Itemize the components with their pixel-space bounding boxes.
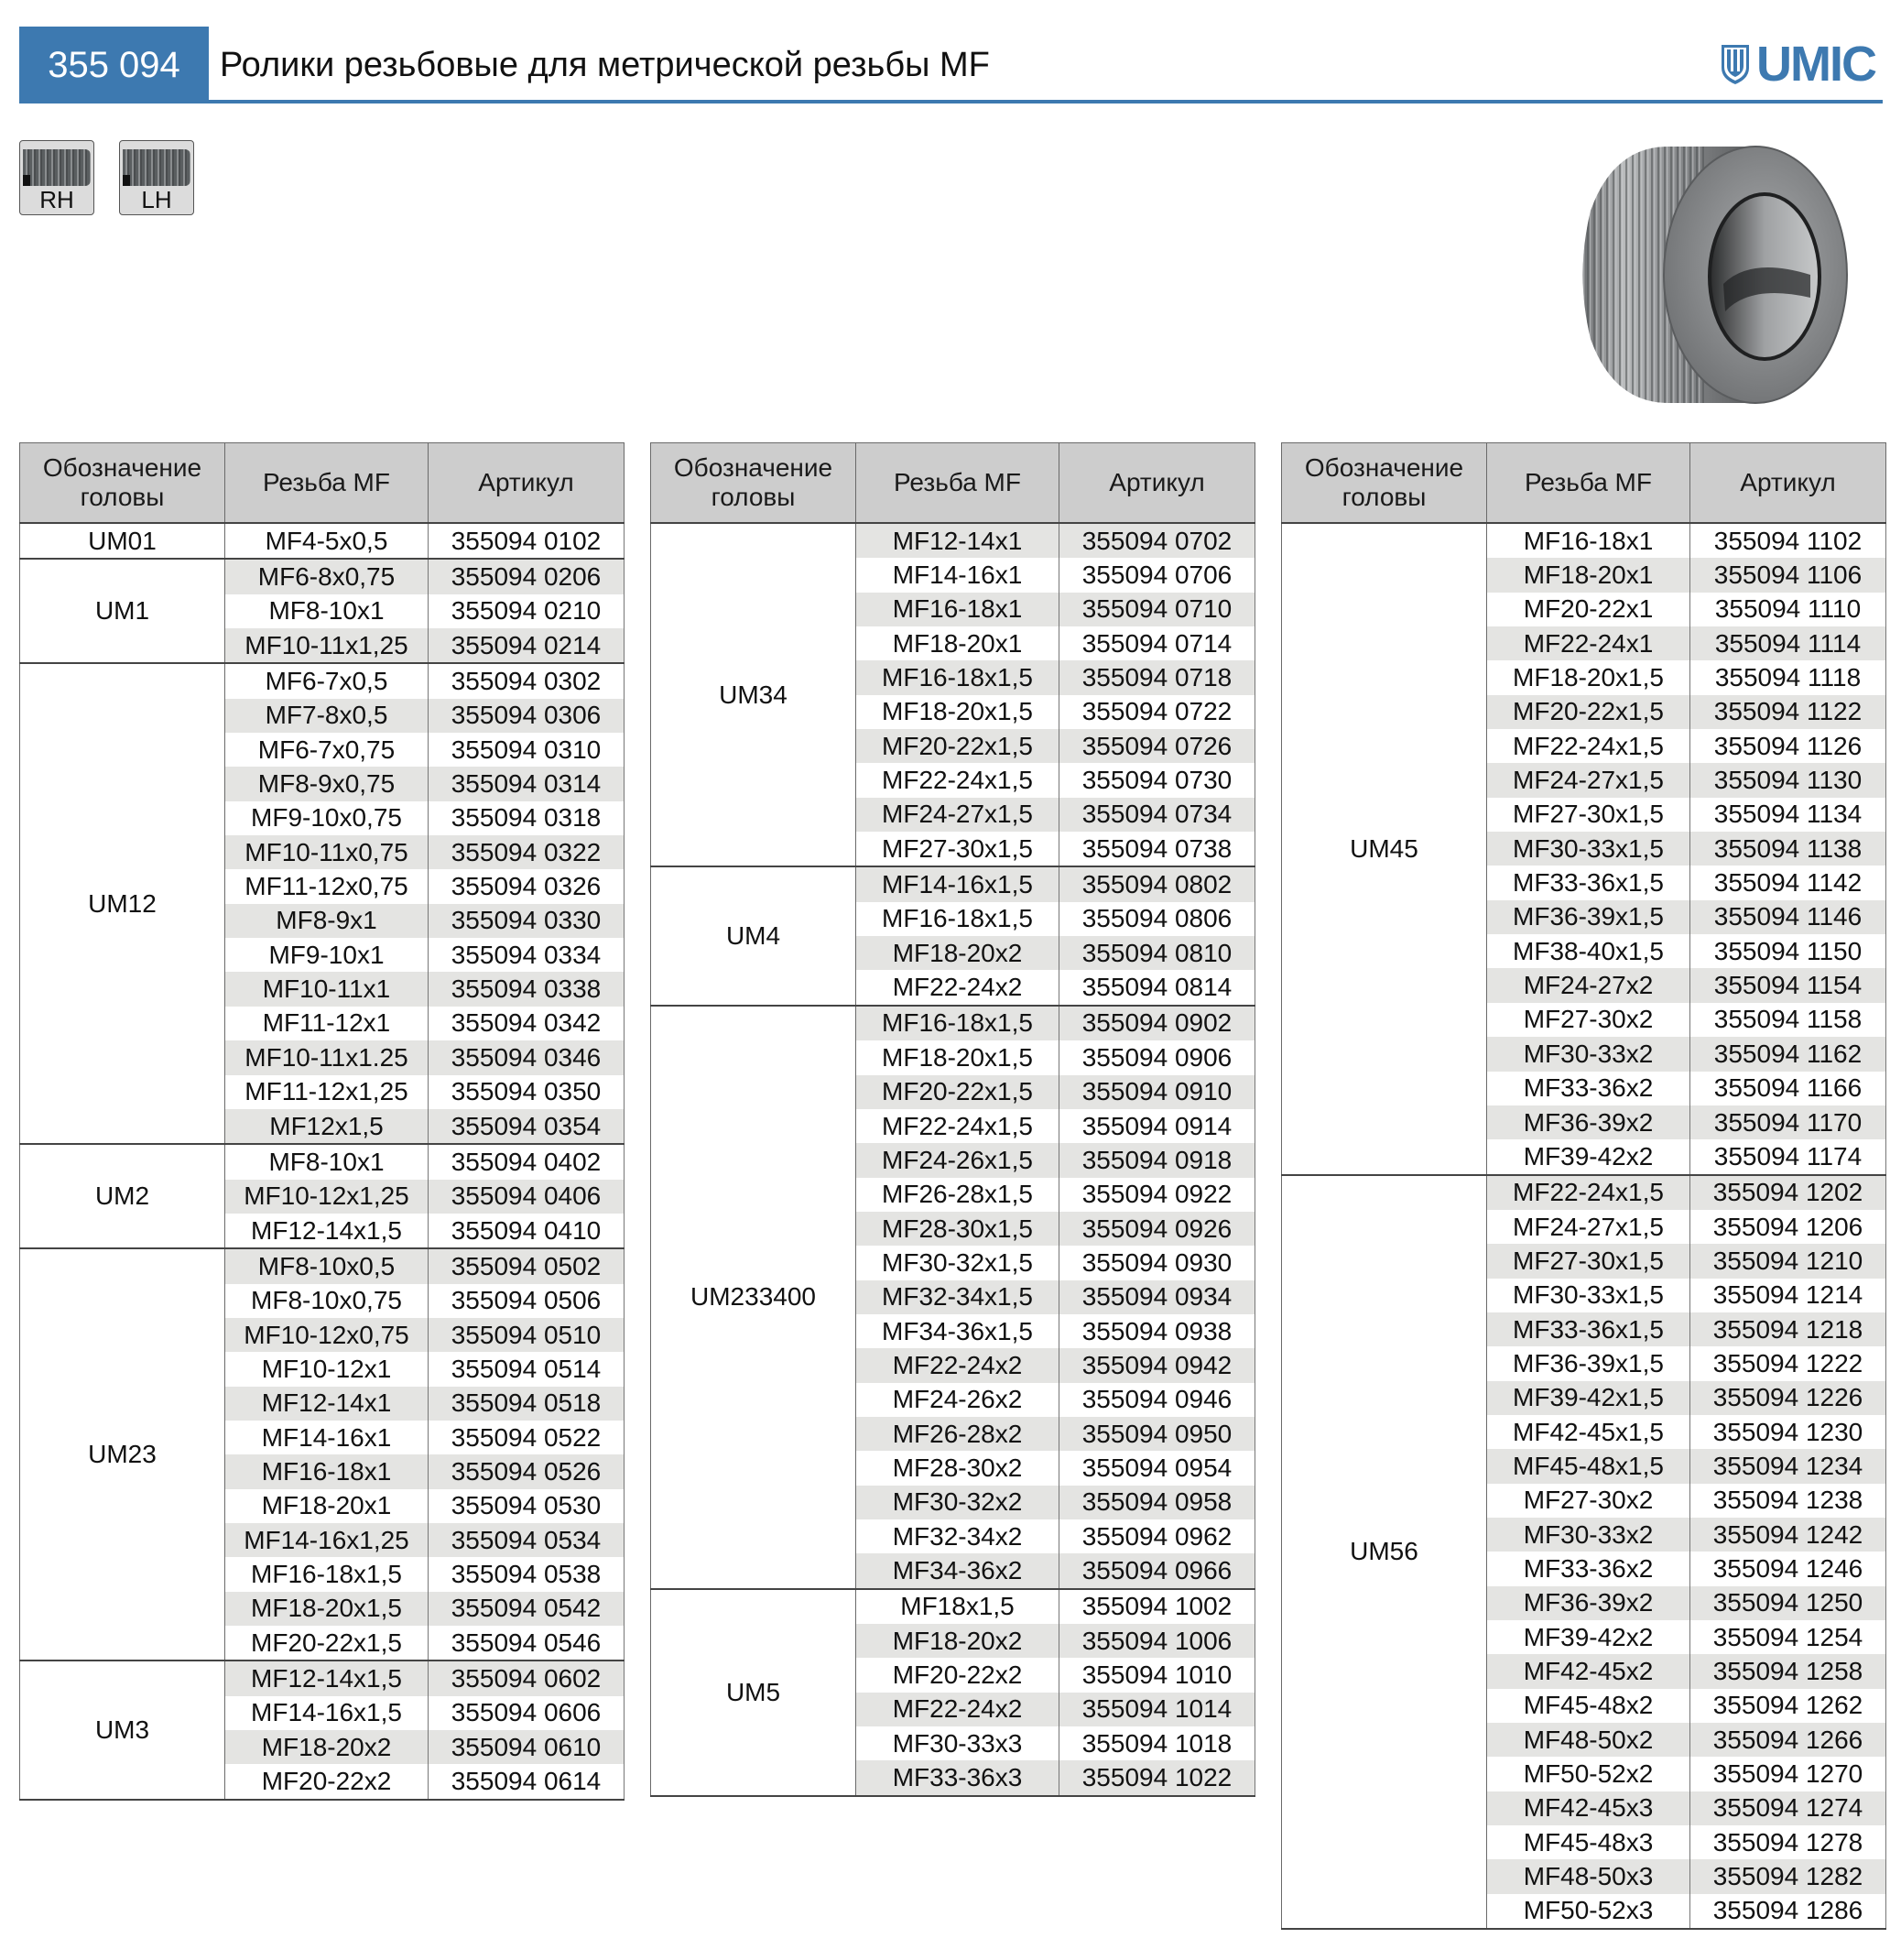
- header-divider: [19, 100, 1883, 103]
- thread-size: MF24-27x1,5: [1487, 1210, 1690, 1244]
- thread-size: MF32-34x2: [856, 1519, 1059, 1553]
- thread-size: MF45-48x2: [1487, 1689, 1690, 1723]
- article-number: 355094 1282: [1690, 1859, 1886, 1893]
- thread-size: MF16-18x1,5: [856, 902, 1059, 936]
- thread-size: MF22-24x2: [856, 1693, 1059, 1726]
- thread-rod-icon: [123, 149, 190, 186]
- article-number: 355094 0542: [429, 1592, 625, 1626]
- thread-size: MF10-12x0,75: [225, 1318, 429, 1352]
- thread-size: MF50-52x3: [1487, 1894, 1690, 1929]
- article-number: 355094 1126: [1690, 729, 1886, 763]
- column-header-head: Обозначение головы: [20, 443, 225, 524]
- article-number: 355094 1122: [1690, 695, 1886, 729]
- article-number: 355094 0954: [1059, 1451, 1255, 1485]
- thread-size: MF10-12x1,25: [225, 1180, 429, 1214]
- shield-icon: [1720, 42, 1751, 86]
- head-designation: UM4: [651, 866, 856, 1005]
- thread-size: MF14-16x1,5: [856, 866, 1059, 901]
- article-number: 355094 0726: [1059, 729, 1255, 763]
- thread-size: MF22-24x1,5: [856, 1109, 1059, 1143]
- article-number: 355094 1222: [1690, 1346, 1886, 1380]
- thread-size: MF14-16x1: [856, 558, 1059, 592]
- article-number: 355094 1162: [1690, 1037, 1886, 1071]
- article-number: 355094 0966: [1059, 1553, 1255, 1588]
- thread-size: MF8-10x1: [225, 1144, 429, 1179]
- article-number: 355094 1102: [1690, 523, 1886, 558]
- thread-size: MF48-50x2: [1487, 1723, 1690, 1757]
- table-row: [20, 663, 625, 698]
- article-number: 355094 0510: [429, 1318, 625, 1352]
- thread-size: MF24-27x2: [1487, 968, 1690, 1002]
- thread-size: MF7-8x0,5: [225, 699, 429, 733]
- article-number: 355094 1258: [1690, 1654, 1886, 1688]
- thread-rod-icon: [23, 149, 91, 186]
- article-number: 355094 0958: [1059, 1486, 1255, 1519]
- thread-size: MF24-27x1,5: [856, 798, 1059, 832]
- thread-size: MF20-22x1: [1487, 593, 1690, 626]
- article-number: 355094 0814: [1059, 970, 1255, 1005]
- article-number: 355094 0610: [429, 1730, 625, 1764]
- article-number: 355094 1014: [1059, 1693, 1255, 1726]
- article-number: 355094 1154: [1690, 968, 1886, 1002]
- thread-size: MF42-45x1,5: [1487, 1415, 1690, 1449]
- article-number: 355094 0730: [1059, 763, 1255, 797]
- head-designation: UM45: [1282, 523, 1487, 1175]
- thread-size: MF33-36x2: [1487, 1072, 1690, 1105]
- article-number: 355094 1246: [1690, 1552, 1886, 1585]
- thread-size: MF6-7x0,5: [225, 663, 429, 698]
- table-row: [1282, 523, 1886, 558]
- article-number: 355094 0962: [1059, 1519, 1255, 1553]
- article-number: 355094 0922: [1059, 1178, 1255, 1212]
- article-number: 355094 0410: [429, 1214, 625, 1248]
- article-number: 355094 1226: [1690, 1381, 1886, 1415]
- article-number: 355094 1270: [1690, 1757, 1886, 1791]
- article-number: 355094 0606: [429, 1696, 625, 1730]
- thread-size: MF18-20x2: [225, 1730, 429, 1764]
- thread-size: MF33-36x1,5: [1487, 866, 1690, 899]
- thread-size: MF8-10x0,75: [225, 1284, 429, 1318]
- thread-size: MF36-39x1,5: [1487, 900, 1690, 934]
- thread-size: MF10-11x1,25: [225, 628, 429, 663]
- thread-size: MF28-30x2: [856, 1451, 1059, 1485]
- article-number: 355094 1134: [1690, 798, 1886, 832]
- article-number: 355094 0946: [1059, 1383, 1255, 1417]
- thread-size: MF22-24x1,5: [1487, 729, 1690, 763]
- thread-size: MF9-10x1: [225, 938, 429, 972]
- thread-size: MF30-32x2: [856, 1486, 1059, 1519]
- thread-type-lh: [119, 140, 194, 215]
- table-row: [1282, 1175, 1886, 1210]
- article-number: 355094 1234: [1690, 1449, 1886, 1483]
- article-number: 355094 0302: [429, 663, 625, 698]
- thread-size: MF26-28x2: [856, 1417, 1059, 1451]
- head-designation: UM12: [20, 663, 225, 1144]
- head-designation: UM34: [651, 523, 856, 866]
- thread-size: MF18-20x2: [856, 1624, 1059, 1658]
- thread-size: MF16-18x1,5: [856, 660, 1059, 694]
- thread-size: MF14-16x1,5: [225, 1696, 429, 1730]
- article-number: 355094 1202: [1690, 1175, 1886, 1210]
- thread-size: MF34-36x2: [856, 1553, 1059, 1588]
- thread-size: MF27-30x1,5: [1487, 798, 1690, 832]
- article-number: 355094 0330: [429, 904, 625, 938]
- thread-size: MF30-33x2: [1487, 1518, 1690, 1552]
- article-number: 355094 1174: [1690, 1139, 1886, 1174]
- article-number: 355094 0802: [1059, 866, 1255, 901]
- thread-size: MF50-52x2: [1487, 1757, 1690, 1791]
- thread-size: MF20-22x1,5: [856, 1075, 1059, 1109]
- catalog-code: 355 094: [19, 27, 209, 103]
- article-number: 355094 0950: [1059, 1417, 1255, 1451]
- article-number: 355094 0714: [1059, 626, 1255, 660]
- article-number: 355094 0342: [429, 1007, 625, 1040]
- thread-size: MF11-12x1: [225, 1007, 429, 1040]
- head-designation: UM23: [20, 1248, 225, 1661]
- article-number: 355094 1010: [1059, 1658, 1255, 1692]
- article-number: 355094 0406: [429, 1180, 625, 1214]
- article-number: 355094 0930: [1059, 1246, 1255, 1279]
- article-number: 355094 0522: [429, 1421, 625, 1454]
- thread-size: MF16-18x1,5: [225, 1557, 429, 1591]
- thread-size: MF27-30x1,5: [856, 832, 1059, 866]
- head-designation: UM2: [20, 1144, 225, 1248]
- thread-size: MF18-20x2: [856, 936, 1059, 970]
- thread-size: MF22-24x1: [1487, 626, 1690, 660]
- article-number: 355094 0502: [429, 1248, 625, 1283]
- article-number: 355094 1130: [1690, 763, 1886, 797]
- article-number: 355094 1230: [1690, 1415, 1886, 1449]
- thread-size: MF12x1,5: [225, 1109, 429, 1144]
- thread-size: MF33-36x3: [856, 1760, 1059, 1795]
- thread-size: MF30-33x1,5: [1487, 1279, 1690, 1312]
- article-number: 355094 0334: [429, 938, 625, 972]
- article-number: 355094 0546: [429, 1626, 625, 1661]
- thread-size: MF16-18x1: [225, 1454, 429, 1488]
- article-number: 355094 0914: [1059, 1109, 1255, 1143]
- article-number: 355094 1266: [1690, 1723, 1886, 1757]
- column-header-article: Артикул: [429, 443, 625, 524]
- column-header-thread: Резьба MF: [1487, 443, 1690, 524]
- thread-size: MF30-32x1,5: [856, 1246, 1059, 1279]
- thread-size: MF12-14x1: [856, 523, 1059, 558]
- article-number: 355094 1274: [1690, 1791, 1886, 1825]
- article-number: 355094 1262: [1690, 1689, 1886, 1723]
- thread-size: MF16-18x1: [1487, 523, 1690, 558]
- thread-size: MF6-7x0,75: [225, 733, 429, 767]
- article-number: 355094 0102: [429, 523, 625, 559]
- thread-size: MF6-8x0,75: [225, 559, 429, 593]
- thread-size: MF8-10x0,5: [225, 1248, 429, 1283]
- thread-size: MF26-28x1,5: [856, 1178, 1059, 1212]
- table-row: [651, 866, 1255, 901]
- article-number: 355094 1002: [1059, 1589, 1255, 1624]
- column-header-article: Артикул: [1690, 443, 1886, 524]
- article-number: 355094 1018: [1059, 1726, 1255, 1760]
- article-number: 355094 0526: [429, 1454, 625, 1488]
- table-row: [651, 523, 1255, 558]
- table-row: [20, 1248, 625, 1283]
- article-number: 355094 0310: [429, 733, 625, 767]
- article-number: 355094 0702: [1059, 523, 1255, 558]
- article-number: 355094 0514: [429, 1352, 625, 1386]
- thread-size: MF14-16x1: [225, 1421, 429, 1454]
- table-row: [20, 1144, 625, 1179]
- thread-size: MF8-10x1: [225, 594, 429, 628]
- article-number: 355094 0354: [429, 1109, 625, 1144]
- thread-size: MF20-22x1,5: [225, 1626, 429, 1661]
- article-number: 355094 1286: [1690, 1894, 1886, 1929]
- thread-size: MF36-39x2: [1487, 1105, 1690, 1139]
- article-number: 355094 1022: [1059, 1760, 1255, 1795]
- article-number: 355094 1118: [1690, 660, 1886, 694]
- thread-type-rh: [19, 140, 94, 215]
- head-designation: UM1: [20, 559, 225, 663]
- table-row: [651, 1589, 1255, 1624]
- article-number: 355094 0350: [429, 1075, 625, 1109]
- thread-size: MF10-12x1: [225, 1352, 429, 1386]
- article-number: 355094 0722: [1059, 695, 1255, 729]
- article-number: 355094 0734: [1059, 798, 1255, 832]
- thread-size: MF18-20x1,5: [856, 1040, 1059, 1074]
- brand-name: UMIC: [1756, 37, 1875, 92]
- thread-size: MF18-20x1: [1487, 558, 1690, 592]
- article-number: 355094 1146: [1690, 900, 1886, 934]
- thread-size: MF12-14x1,5: [225, 1214, 429, 1248]
- table-row: [651, 1006, 1255, 1040]
- thread-size: MF20-22x1,5: [856, 729, 1059, 763]
- article-number: 355094 0906: [1059, 1040, 1255, 1074]
- article-number: 355094 0938: [1059, 1314, 1255, 1348]
- article-number: 355094 1210: [1690, 1244, 1886, 1278]
- thread-size: MF33-36x2: [1487, 1552, 1690, 1585]
- thread-size: MF10-11x0,75: [225, 835, 429, 869]
- article-number: 355094 0918: [1059, 1143, 1255, 1177]
- article-number: 355094 1150: [1690, 934, 1886, 968]
- article-number: 355094 0602: [429, 1661, 625, 1695]
- article-number: 355094 0926: [1059, 1212, 1255, 1246]
- article-number: 355094 0318: [429, 801, 625, 835]
- article-number: 355094 0538: [429, 1557, 625, 1591]
- thread-size: MF20-22x2: [856, 1658, 1059, 1692]
- article-number: 355094 0810: [1059, 936, 1255, 970]
- table-row: [20, 559, 625, 593]
- article-number: 355094 0910: [1059, 1075, 1255, 1109]
- article-number: 355094 0338: [429, 972, 625, 1006]
- thread-size: MF30-33x2: [1487, 1037, 1690, 1071]
- thread-size: MF33-36x1,5: [1487, 1312, 1690, 1346]
- article-number: 355094 0718: [1059, 660, 1255, 694]
- thread-size: MF39-42x1,5: [1487, 1381, 1690, 1415]
- thread-size: MF30-33x3: [856, 1726, 1059, 1760]
- thread-size: MF20-22x2: [225, 1764, 429, 1799]
- article-number: 355094 1206: [1690, 1210, 1886, 1244]
- article-number: 355094 0326: [429, 869, 625, 903]
- thread-size: MF39-42x2: [1487, 1620, 1690, 1654]
- brand-logo: [1720, 37, 1875, 92]
- article-number: 355094 1114: [1690, 626, 1886, 660]
- thread-size: MF27-30x1,5: [1487, 1244, 1690, 1278]
- article-number: 355094 0806: [1059, 902, 1255, 936]
- thread-size: MF12-14x1: [225, 1387, 429, 1421]
- thread-size: MF10-11x1.25: [225, 1040, 429, 1074]
- thread-size: MF27-30x2: [1487, 1003, 1690, 1037]
- column-header-thread: Резьба MF: [856, 443, 1059, 524]
- article-number: 355094 1250: [1690, 1586, 1886, 1620]
- thread-size: MF48-50x3: [1487, 1859, 1690, 1893]
- thread-size: MF8-9x0,75: [225, 767, 429, 800]
- article-number: 355094 0210: [429, 594, 625, 628]
- article-number: 355094 1158: [1690, 1003, 1886, 1037]
- thread-size: MF42-45x2: [1487, 1654, 1690, 1688]
- head-designation: UM01: [20, 523, 225, 559]
- head-designation: UM56: [1282, 1175, 1487, 1930]
- thread-size: MF9-10x0,75: [225, 801, 429, 835]
- column-header-thread: Резьба MF: [225, 443, 429, 524]
- thread-size: MF12-14x1,5: [225, 1661, 429, 1695]
- article-number: 355094 0706: [1059, 558, 1255, 592]
- thread-size: MF45-48x1,5: [1487, 1449, 1690, 1483]
- column-header-article: Артикул: [1059, 443, 1255, 524]
- table-row: [20, 523, 625, 559]
- thread-size: MF8-9x1: [225, 904, 429, 938]
- thread-size: MF36-39x2: [1487, 1586, 1690, 1620]
- thread-size: MF22-24x1,5: [1487, 1175, 1690, 1210]
- thread-size: MF27-30x2: [1487, 1484, 1690, 1518]
- thread-size: MF10-11x1: [225, 972, 429, 1006]
- thread-type-label: RH: [39, 186, 74, 213]
- thread-size: MF24-27x1,5: [1487, 763, 1690, 797]
- article-number: 355094 0942: [1059, 1348, 1255, 1382]
- thread-size: MF11-12x0,75: [225, 869, 429, 903]
- thread-size: MF34-36x1,5: [856, 1314, 1059, 1348]
- thread-size: MF24-26x1,5: [856, 1143, 1059, 1177]
- article-number: 355094 1170: [1690, 1105, 1886, 1139]
- head-designation: UM5: [651, 1589, 856, 1796]
- article-number: 355094 1138: [1690, 832, 1886, 866]
- thread-size: MF45-48x3: [1487, 1825, 1690, 1859]
- article-number: 355094 0206: [429, 559, 625, 593]
- thread-size: MF22-24x2: [856, 970, 1059, 1005]
- article-number: 355094 0402: [429, 1144, 625, 1179]
- thread-size: MF16-18x1: [856, 593, 1059, 626]
- thread-type-label: LH: [141, 186, 172, 213]
- thread-size: MF30-33x1,5: [1487, 832, 1690, 866]
- catalog-table-3: [1281, 442, 1886, 1930]
- thread-size: MF18-20x1: [856, 626, 1059, 660]
- article-number: 355094 1238: [1690, 1484, 1886, 1518]
- article-number: 355094 0534: [429, 1523, 625, 1557]
- thread-size: MF18x1,5: [856, 1589, 1059, 1624]
- thread-size: MF18-20x1,5: [856, 695, 1059, 729]
- article-number: 355094 0710: [1059, 593, 1255, 626]
- thread-size: MF32-34x1,5: [856, 1280, 1059, 1314]
- thread-size: MF38-40x1,5: [1487, 934, 1690, 968]
- article-number: 355094 0902: [1059, 1006, 1255, 1040]
- thread-size: MF28-30x1,5: [856, 1212, 1059, 1246]
- head-designation: UM233400: [651, 1006, 856, 1589]
- article-number: 355094 0306: [429, 699, 625, 733]
- thread-size: MF14-16x1,25: [225, 1523, 429, 1557]
- article-number: 355094 1254: [1690, 1620, 1886, 1654]
- article-number: 355094 1110: [1690, 593, 1886, 626]
- catalog-table-1: [19, 442, 625, 1801]
- article-number: 355094 0346: [429, 1040, 625, 1074]
- head-designation: UM3: [20, 1661, 225, 1799]
- thread-size: MF22-24x1,5: [856, 763, 1059, 797]
- thread-size: MF24-26x2: [856, 1383, 1059, 1417]
- article-number: 355094 0530: [429, 1489, 625, 1523]
- thread-size: MF18-20x1,5: [1487, 660, 1690, 694]
- thread-size: MF36-39x1,5: [1487, 1346, 1690, 1380]
- thread-size: MF4-5x0,5: [225, 523, 429, 559]
- article-number: 355094 0506: [429, 1284, 625, 1318]
- thread-size: MF22-24x2: [856, 1348, 1059, 1382]
- page-title: Ролики резьбовые для метрической резьбы MF: [220, 46, 990, 84]
- article-number: 355094 0322: [429, 835, 625, 869]
- article-number: 355094 0314: [429, 767, 625, 800]
- thread-size: MF39-42x2: [1487, 1139, 1690, 1174]
- article-number: 355094 0214: [429, 628, 625, 663]
- article-number: 355094 0738: [1059, 832, 1255, 866]
- column-header-head: Обозначение головы: [651, 443, 856, 524]
- thread-size: MF18-20x1: [225, 1489, 429, 1523]
- column-header-head: Обозначение головы: [1282, 443, 1487, 524]
- article-number: 355094 1242: [1690, 1518, 1886, 1552]
- thread-size: MF20-22x1,5: [1487, 695, 1690, 729]
- article-number: 355094 1166: [1690, 1072, 1886, 1105]
- article-number: 355094 0934: [1059, 1280, 1255, 1314]
- article-number: 355094 1142: [1690, 866, 1886, 899]
- article-number: 355094 0518: [429, 1387, 625, 1421]
- article-number: 355094 1106: [1690, 558, 1886, 592]
- table-row: [20, 1661, 625, 1695]
- article-number: 355094 1218: [1690, 1312, 1886, 1346]
- article-number: 355094 1214: [1690, 1279, 1886, 1312]
- article-number: 355094 0614: [429, 1764, 625, 1799]
- article-number: 355094 1006: [1059, 1624, 1255, 1658]
- article-number: 355094 1278: [1690, 1825, 1886, 1859]
- thread-roller-ring-image: [1568, 137, 1852, 412]
- thread-size: MF11-12x1,25: [225, 1075, 429, 1109]
- thread-size: MF42-45x3: [1487, 1791, 1690, 1825]
- thread-size: MF16-18x1,5: [856, 1006, 1059, 1040]
- catalog-table-2: [650, 442, 1255, 1797]
- thread-size: MF18-20x1,5: [225, 1592, 429, 1626]
